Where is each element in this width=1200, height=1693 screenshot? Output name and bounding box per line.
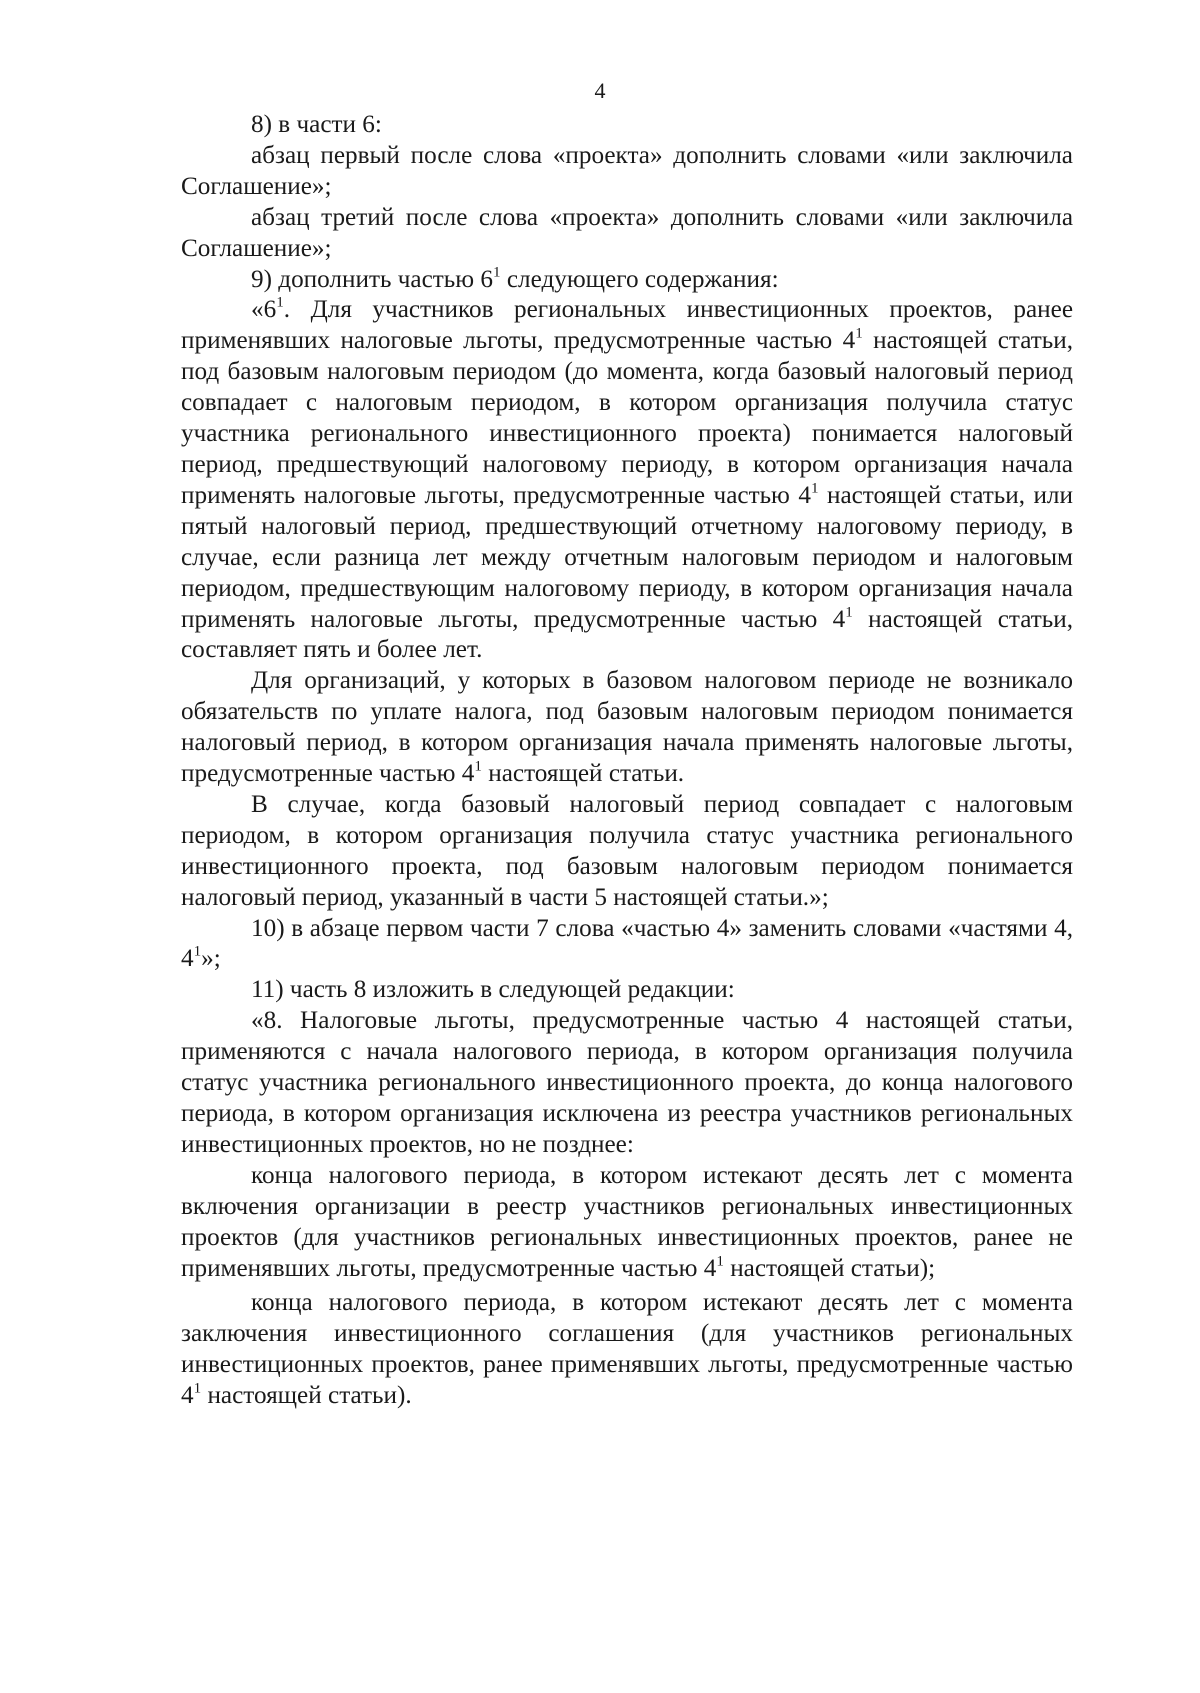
paragraph-text: 9) дополнить частью 6 [251,265,493,293]
paragraph [181,666,1073,790]
paragraph-text: 8) в части 6: [251,111,382,138]
paragraph-text: настоящей статьи, под базовым налоговым периодом (до момента, когда базовый налоговый период совпадает с налоговым периодом, в котором организация получила статус участника регионального инвестиционного проекта) понимается налоговый период, предшествующий налоговому периоду, в котором организация начала применять налоговые льготы, предусмотренные частью 4 [181,327,1073,509]
paragraph-text: . Для участников региональных инвестиционных проектов, ранее применявших налоговые льготы, предусмотренные частью 4 [181,296,1073,355]
page-number: 4 [594,78,606,103]
paragraph-text: »; [201,945,221,973]
paragraph-text: конца налогового периода, в котором истекают десять лет с момента включения организации в реестр участников региональных инвестиционных проектов (для участников региональных инвестиционных проектов, ранее не применявших льготы, предусмотренные частью 4 [181,1161,1073,1282]
paragraph [181,295,1073,666]
superscript: 1 [855,325,863,342]
document-body [181,110,1073,1412]
paragraph-text: В случае, когда базовый налоговый период совпадает с налоговым периодом, в котором организация получила статус участника регионального инвестиционного проекта, под базовым налоговым периодом понимается налоговый период, указанный в части 5 настоящей статьи.»; [181,790,1073,911]
paragraph-text: «8. Налоговые льготы, предусмотренные частью 4 настоящей статьи, применяются с начала налогового периода, в котором организация получила статус участника регионального инвестиционного проекта, до конца налогового периода, в котором организация исключена из реестра участников региональных инвестиционных проектов, но не позднее: [181,1007,1073,1158]
paragraph [181,1161,1073,1285]
paragraph-text: настоящей статьи, или пятый налоговый период, предшествующий отчетному налоговому периоду, в случае, если разница лет между отчетным налоговым периодом и налоговым периодом, предшествующим налоговому периоду, в котором организация начала применять налоговые льготы, предусмотренные частью 4 [181,481,1073,633]
superscript: 1 [492,263,501,280]
superscript: 1 [193,943,202,960]
paragraph-text: настоящей статьи). [201,1382,412,1410]
paragraph [181,975,1073,1006]
paragraph [181,790,1073,914]
paragraph-text: настоящей статьи); [723,1254,936,1282]
superscript: 1 [276,294,284,311]
superscript: 1 [474,758,482,775]
superscript: 1 [193,1380,202,1397]
paragraph-text: 10) в абзаце первом части 7 слова «частью 4» заменить словами «частями 4, 4 [181,914,1073,973]
paragraph-text: настоящей статьи. [481,760,685,788]
paragraph-text: конца налогового периода, в котором истекают десять лет с момента заключения инвестиционного соглашения (для участников региональных инвестиционных проектов, ранее применявших льготы, предусмотренные частью 4 [181,1289,1073,1410]
paragraph [181,1288,1073,1412]
paragraph-text: «6 [251,296,277,324]
paragraph [181,1006,1073,1161]
paragraph-text: 11) часть 8 изложить в следующей редакции: [251,976,735,1004]
paragraph [181,203,1073,265]
paragraph [181,110,1073,141]
paragraph-text: абзац третий после слова «проекта» дополнить словами «или заключила Соглашение»; [181,203,1073,262]
paragraph-text: настоящей статьи, составляет пять и более лет. [181,605,1074,664]
paragraph [181,265,1073,296]
paragraph-text: Для организаций, у которых в базовом налоговом периоде не возникало обязательств по уплате налога, под базовым налоговым периодом понимается налоговый период, в котором организация начала применять налоговые льготы, предусмотренные частью 4 [181,667,1073,788]
paragraph [181,914,1073,976]
superscript: 1 [845,603,853,620]
paragraph-text: абзац первый после слова «проекта» дополнить словами «или заключила Соглашение»; [181,141,1073,200]
superscript: 1 [810,480,819,497]
superscript: 1 [716,1252,724,1269]
paragraph-text: следующего содержания: [500,265,779,293]
paragraph [181,141,1073,203]
